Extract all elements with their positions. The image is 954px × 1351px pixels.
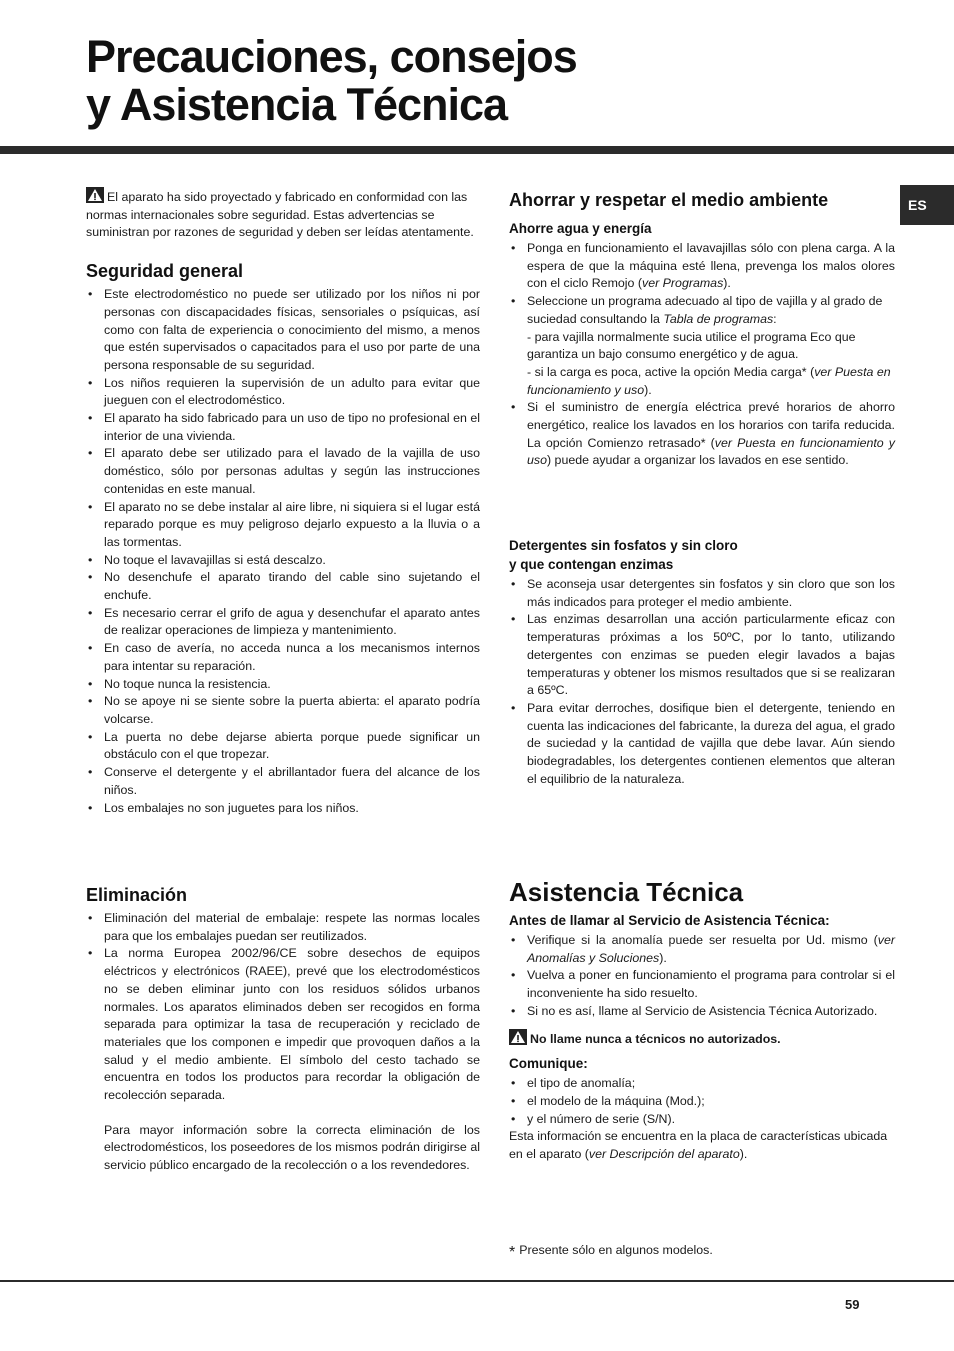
list-item: • Los embalajes no son juguetes para los niños. xyxy=(86,800,480,818)
list-item: • Seleccione un programa adecuado al tipo de vajilla y al grado de suciedad consultando la Tabla de programas: - para vajilla normalmente sucia utilice el programa Eco que garantiza un bajo consumo energético y de agua. - si la carga es poca, active la opción Media carga* (ver Puesta en funcionamiento y uso). xyxy=(509,293,895,399)
list-item: • Las enzimas desarrollan una acción particularmente eficaz con temperaturas próximas a los 50ºC, por lo tanto, utilizando detergentes con enzimas se pueden elegir lavados a bajas temperaturas y obtener los mismos resultados que si se realizaran a 65ºC. xyxy=(509,611,895,700)
page-title xyxy=(86,33,577,129)
subheading-antes: Antes de llamar al Servicio de Asistencia Técnica: xyxy=(509,913,830,928)
heading-asistencia: Asistencia Técnica xyxy=(509,877,744,907)
footnote-text: Presente sólo en algunos modelos. xyxy=(519,1243,713,1257)
bottom-divider xyxy=(0,1280,954,1282)
heading-ahorrar: Ahorrar y respetar el medio ambiente xyxy=(509,190,829,210)
list-item: • Para evitar derroches, dosifique bien el detergente, teniendo en cuenta las indicaciones del fabricante, la dureza del agua, el grado de suciedad y la cantidad de vajilla que debe lavar. Aún siendo biodegradables, los detergentes contienen elementos que alteran el equilibrio de la naturaleza. xyxy=(509,700,895,789)
list-item: • En caso de avería, no acceda nunca a los mecanismos internos para intentar su reparación. xyxy=(86,640,480,675)
list-item: • Este electrodoméstico no puede ser utilizado por los niños ni por personas con discapacidades físicas, sensoriales o psíquicas, así como con falta de experiencia o conocimiento del mismo, a menos que estén supervisados o capacitados para el uso por parte de una persona responsable de su seguridad. xyxy=(86,286,480,375)
list-item: • La puerta no debe dejarse abierta porque puede significar un obstáculo con el que tropezar. xyxy=(86,729,480,764)
title-line-1: Precauciones, consejos xyxy=(86,31,577,82)
page-number: 59 xyxy=(845,1297,860,1312)
left-column xyxy=(86,187,480,817)
subheading-comunique: Comunique: xyxy=(509,1056,588,1072)
list-item: • El aparato ha sido fabricado para un uso de tipo no profesional en el interior de una vivienda. xyxy=(86,410,480,445)
subheading-ahorre: Ahorre agua y energía xyxy=(509,221,652,236)
right-column xyxy=(509,187,895,470)
footnote-mark: * xyxy=(509,1244,516,1261)
asistencia-list xyxy=(509,932,895,1021)
comunique-list xyxy=(509,1075,895,1128)
list-item: • el modelo de la máquina (Mod.); xyxy=(509,1093,895,1111)
detergentes-list xyxy=(509,576,895,788)
list-item: • No toque el lavavajillas si está descalzo. xyxy=(86,552,480,570)
list-item: • Verifique si la anomalía puede ser resuelta por Ud. mismo (ver Anomalías y Soluciones). xyxy=(509,932,895,967)
detergentes-section xyxy=(509,536,895,788)
heading-eliminacion: Eliminación xyxy=(86,885,188,905)
warning-icon xyxy=(86,187,104,203)
closing-paragraph: Esta información se encuentra en la placa de características ubicada en el aparato (ver Descripción del aparato). xyxy=(509,1129,888,1162)
list-item: • Vuelva a poner en funcionamiento el programa para controlar si el inconveniente ha sido resuelto. xyxy=(509,967,895,1002)
intro-text: El aparato ha sido proyectado y fabricado en conformidad con las normas internacionales sobre seguridad. Estas advertencias se suministran por razones de seguridad y deben ser leídas atentamente. xyxy=(86,190,474,240)
eliminacion-list xyxy=(86,910,480,1175)
warning-text: No llame nunca a técnicos no autorizados. xyxy=(530,1031,781,1046)
list-item: • No desenchufe el aparato tirando del cable sino sujetando el enchufe. xyxy=(86,569,480,604)
title-line-2: y Asistencia Técnica xyxy=(86,79,508,130)
list-item: • Si el suministro de energía eléctrica prevé horarios de ahorro energético, realice los lavados en los horarios con tarifa reducida. La opción Comienzo retrasado* (ver Puesta en funcionamiento y uso) puede ayudar a organizar los lavados en ese sentido. xyxy=(509,399,895,470)
list-item: • y el número de serie (S/N). xyxy=(509,1111,895,1129)
more-info-text: Para mayor información sobre la correcta eliminación de los electrodomésticos, los poseedores de los mismos podrán dirigirse al servicio público encargado de la recolección o a los revendedores. xyxy=(104,1122,480,1173)
list-item: • Si no es así, llame al Servicio de Asistencia Técnica Autorizado. xyxy=(509,1003,895,1021)
top-divider xyxy=(0,146,954,154)
language-tab: ES xyxy=(900,185,954,225)
list-item: • No toque nunca la resistencia. xyxy=(86,676,480,694)
footnote xyxy=(509,1243,713,1262)
raee-text: La norma Europea 2002/96/CE sobre desechos de equipos eléctricos y electrónicos (RAEE), prevé que los electrodomésticos no se deben eliminar junto con los residuos sólidos urbanos normales. Los aparatos eliminados deben ser recogidos en forma separada para optimizar la tasa de recuperación y reciclado de materiales que los componen e impedir que provoquen daños a la salud y el medio ambiente. El símbolo del cesto tachado se encuentra en todos los productos para recordar la obligación de recolección separada. xyxy=(104,946,480,1103)
list-item: • Los niños requieren la supervisión de un adulto para evitar que jueguen con el electrodoméstico. xyxy=(86,375,480,410)
intro-paragraph xyxy=(86,187,480,242)
warning-line xyxy=(509,1029,895,1049)
list-item: • el tipo de anomalía; xyxy=(509,1075,895,1093)
ahorre-list xyxy=(509,240,895,470)
subheading-detergentes: Detergentes sin fosfatos y sin cloro y que contengan enzimas xyxy=(509,538,738,572)
list-item: • Eliminación del material de embalaje: respete las normas locales para que los embalajes puedan ser reutilizados. xyxy=(86,910,480,945)
list-item: • No se apoye ni se siente sobre la puerta abierta: el aparato podría volcarse. xyxy=(86,693,480,728)
list-item: • Se aconseja usar detergentes sin fosfatos y sin cloro que son los más indicados para proteger el medio ambiente. xyxy=(509,576,895,611)
seguridad-list xyxy=(86,286,480,817)
list-item: • Conserve el detergente y el abrillantador fuera del alcance de los niños. xyxy=(86,764,480,799)
list-item: • Es necesario cerrar el grifo de agua y desenchufar el aparato antes de realizar operaciones de limpieza y mantenimiento. xyxy=(86,605,480,640)
asistencia-section xyxy=(509,877,895,1164)
list-item xyxy=(86,945,480,1174)
list-item: • El aparato no se debe instalar al aire libre, ni siquiera si el lugar está reparado porque es muy peligroso dejarlo expuesto a la lluvia o a las tormentas. xyxy=(86,499,480,552)
eliminacion-section xyxy=(86,884,480,1175)
list-item: • El aparato debe ser utilizado para el lavado de la vajilla de uso doméstico, sólo por personas adultas y según las instrucciones contenidas en este manual. xyxy=(86,445,480,498)
warning-icon xyxy=(509,1029,527,1045)
heading-seguridad: Seguridad general xyxy=(86,261,244,282)
list-item: • Ponga en funcionamiento el lavavajillas sólo con plena carga. A la espera de que la máquina esté llena, prevenga los malos olores con el ciclo Remojo (ver Programas). xyxy=(509,240,895,293)
